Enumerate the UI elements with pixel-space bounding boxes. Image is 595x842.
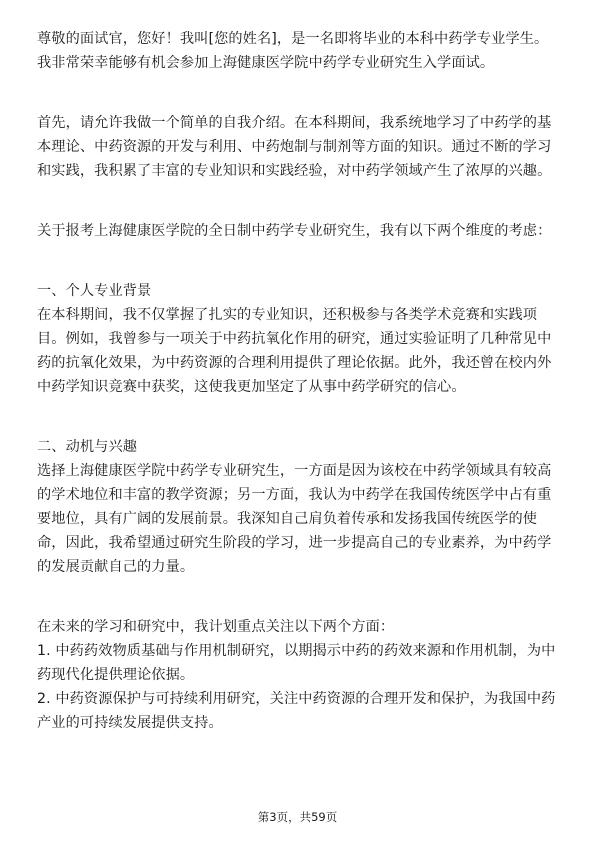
- text-line: 的学术地位和丰富的教学资源；另一方面，我认为中药学在我国传统医学中占有重: [37, 487, 552, 503]
- text-line: 选择上海健康医学院中药学专业研究生，一方面是因为该校在中药学领域具有较高: [37, 463, 552, 479]
- text-line: 命，因此，我希望通过研究生阶段的学习，进一步提高自己的专业素养，为中药学: [37, 535, 552, 551]
- document-page: [37, 27, 559, 735]
- page-number: 第3页，共59页: [257, 810, 338, 824]
- text-line: 尊敬的面试官，您好！我叫[您的姓名]，是一名即将毕业的本科中药学专业学生。: [37, 31, 549, 47]
- text-line: 关于报考上海健康医学院的全日制中药学专业研究生，我有以下两个维度的考虑：: [37, 223, 552, 239]
- paragraph-greeting: [37, 27, 559, 75]
- text-line: 在本科期间，我不仅掌握了扎实的专业知识，还积极参与各类学术竞赛和实践项: [37, 307, 538, 323]
- text-line: 我非常荣幸能够有机会参加上海健康医学院中药学专业研究生入学面试。: [37, 55, 495, 71]
- paragraph-considerations: [37, 219, 559, 243]
- text-line: 目。例如，我曾参与一项关于中药抗氧化作用的研究，通过实验证明了几种常见中: [37, 331, 552, 347]
- text-line: 药现代化提供理论依据。: [37, 667, 195, 683]
- paragraph-introduction: [37, 111, 559, 183]
- text-line: 首先，请允许我做一个简单的自我介绍。在本科期间，我系统地学习了中药学的基: [37, 115, 552, 131]
- section-professional-background: [37, 279, 559, 399]
- text-line: 和实践，我积累了丰富的专业知识和实践经验，对中药学领域产生了浓厚的兴趣。: [37, 163, 552, 179]
- text-line: 要地位，具有广阔的发展前景。我深知自己肩负着传承和发扬我国传统医学的使: [37, 511, 538, 527]
- section-heading: 一、个人专业背景: [37, 283, 152, 299]
- section-future-plans: [37, 615, 559, 735]
- text-line: 产业的可持续发展提供支持。: [37, 715, 223, 731]
- text-line: 中药学知识竞赛中获奖，这使我更加坚定了从事中药学研究的信心。: [37, 379, 466, 395]
- list-item: 1. 中药药效物质基础与作用机制研究，以期揭示中药的药效来源和作用机制，为中: [37, 643, 556, 659]
- section-motivation: [37, 435, 559, 579]
- text-line: 在未来的学习和研究中，我计划重点关注以下两个方面：: [37, 619, 395, 635]
- text-line: 本理论、中药资源的开发与利用、中药炮制与制剂等方面的知识。通过不断的学习: [37, 139, 552, 155]
- list-item: 2. 中药资源保护与可持续利用研究，关注中药资源的合理开发和保护，为我国中药: [37, 691, 556, 707]
- section-heading: 二、动机与兴趣: [37, 439, 138, 455]
- text-line: 的发展贡献自己的力量。: [37, 559, 195, 575]
- text-line: 药的抗氧化效果，为中药资源的合理利用提供了理论依据。此外，我还曾在校内外: [37, 355, 552, 371]
